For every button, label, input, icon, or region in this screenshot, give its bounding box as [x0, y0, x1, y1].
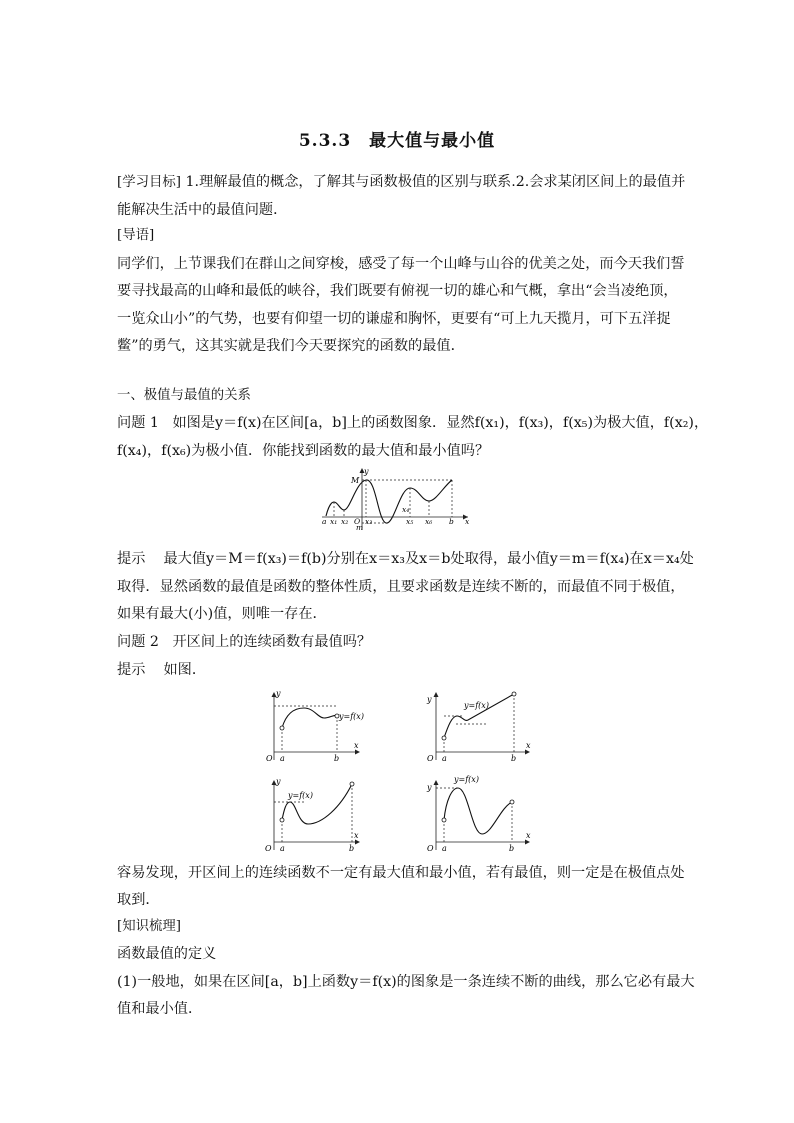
fig1-label-M: M: [351, 476, 360, 485]
fig1-label-x5: x₅: [406, 517, 414, 526]
fig1-label-x1: x₁: [330, 517, 338, 526]
fig2c-fx: y=f(x): [288, 791, 313, 800]
page-title: 5.3.3 最大值与最小值: [298, 131, 496, 151]
learning-goals-line1: [117, 171, 686, 194]
fig2b-a: a: [442, 754, 447, 763]
q1-text1: 如图是y＝f(x)在区间[a，b]上的函数图象．显然f(x₁)，f(x₃)，f(x₅)为极大值，f(x₂)，: [172, 415, 709, 431]
q1-label: 问题 1: [117, 415, 159, 431]
hint1-line2: 取得．显然函数的最值是函数的整体性质，且要求函数是连续不断的，而最值不同于极值，: [117, 579, 685, 595]
hint2-text: 如图．: [163, 662, 207, 678]
fig2d-y: y: [427, 783, 432, 792]
knowledge-subheading: 函数最值的定义: [117, 946, 217, 962]
fig2b-fx: y=f(x): [464, 701, 489, 710]
conclusion-line1: 容易发现，开区间上的连续函数不一定有最大值和最小值，若有最值，则一定是在极值点处: [117, 865, 685, 881]
fig1-label-x2: x₂: [341, 517, 349, 526]
hint1-label: 提示: [117, 551, 146, 567]
fig2d-a: a: [442, 844, 447, 853]
fig1-label-x: x: [465, 517, 470, 526]
fig1-label-x3: x₃: [365, 517, 373, 526]
fig1-label-O: O: [354, 517, 361, 526]
intro-label: [导语]: [117, 228, 155, 243]
fig2c-b: b: [349, 844, 355, 853]
figure-open-interval-4: [424, 772, 536, 854]
fig1-label-b: b: [449, 517, 454, 526]
fig2d-O: O: [427, 844, 434, 853]
fig2a-y: y: [276, 689, 281, 698]
q2-text: 开区间上的连续函数有最值吗？: [172, 634, 372, 650]
fig2a-O: O: [266, 754, 273, 763]
learning-goals-label: [学习目标]: [117, 175, 182, 190]
section1-heading: 一、极值与最值的关系: [117, 388, 251, 403]
fig2d-fx: y=f(x): [454, 775, 479, 784]
fig2b-O: O: [427, 754, 434, 763]
hint1-text1: 最大值y＝M＝f(x₃)＝f(b)分别在x＝x₃及x＝b处取得，最小值y＝m＝f(x₄)在x＝x₄处: [163, 551, 694, 567]
fig2b-b: b: [511, 754, 517, 763]
fig2c-O: O: [265, 844, 272, 853]
fig2c-x: x: [354, 831, 359, 840]
fig2a-b: b: [334, 754, 340, 763]
q2-line: [117, 631, 682, 653]
fig1-label-a: a: [322, 517, 327, 526]
fig2a-a: a: [280, 754, 285, 763]
q1-line1: [117, 412, 709, 434]
fig1-label-m: m: [356, 523, 364, 532]
conclusion-line2: 取到．: [117, 892, 160, 908]
q1-line2: f(x₄)，f(x₆)为极小值．你能找到函数的最大值和最小值吗？: [117, 443, 490, 459]
fig2c-y: y: [276, 777, 281, 786]
fig2d-b: b: [509, 844, 515, 853]
learning-goals-text1: 1.理解最值的概念，了解其与函数极值的区别与联系.2.会求某闭区间上的最值并: [185, 174, 686, 190]
knowledge-label: [知识梳理]: [117, 919, 182, 934]
learning-goals-line2: 能解决生活中的最值问题．: [117, 202, 288, 218]
hint2-line: [117, 659, 682, 681]
q2-label: 问题 2: [117, 634, 159, 650]
figure-open-interval-3: [262, 772, 366, 854]
fig1-label-x4: x₄: [402, 505, 410, 514]
figure-open-interval-2: [424, 686, 536, 766]
intro-line-2: 要寻找最高的山峰和最低的峡谷，我们既要有俯视一切的雄心和气概，拿出“会当凌绝顶，: [117, 283, 678, 299]
hint1-line1: [117, 548, 694, 570]
fig1-label-x6: x₆: [425, 517, 433, 526]
intro-line-4: 鳖”的勇气，这其实就是我们今天要探究的函数的最值．: [117, 338, 465, 354]
fig2c-a: a: [280, 844, 285, 853]
fig2a-x: x: [354, 741, 359, 750]
figure-open-interval-1: [262, 686, 366, 766]
knowledge-line2: 值和最小值．: [117, 1001, 203, 1017]
fig2a-fx: y=f(x): [339, 712, 364, 721]
fig2d-x: x: [526, 831, 531, 840]
hint1-line3: 如果有最大(小)值，则唯一存在．: [117, 606, 327, 622]
fig2b-x: x: [526, 741, 531, 750]
fig1-label-y: y: [364, 467, 369, 476]
figure-extrema-graph: [318, 466, 478, 532]
intro-line-1: 同学们，上节课我们在群山之间穿梭，感受了每一个山峰与山谷的优美之处，而今天我们誓: [117, 256, 685, 272]
intro-line-3: 一览众山小”的气势，也要有仰望一切的谦虚和胸怀，更要有“可上九天揽月，可下五洋捉: [117, 311, 671, 327]
knowledge-line1: (1)一般地，如果在区间[a，b]上函数y＝f(x)的图象是一条连续不断的曲线，那么它必有最大: [117, 974, 695, 990]
fig2b-y: y: [427, 695, 432, 704]
hint2-label: 提示: [117, 662, 146, 678]
